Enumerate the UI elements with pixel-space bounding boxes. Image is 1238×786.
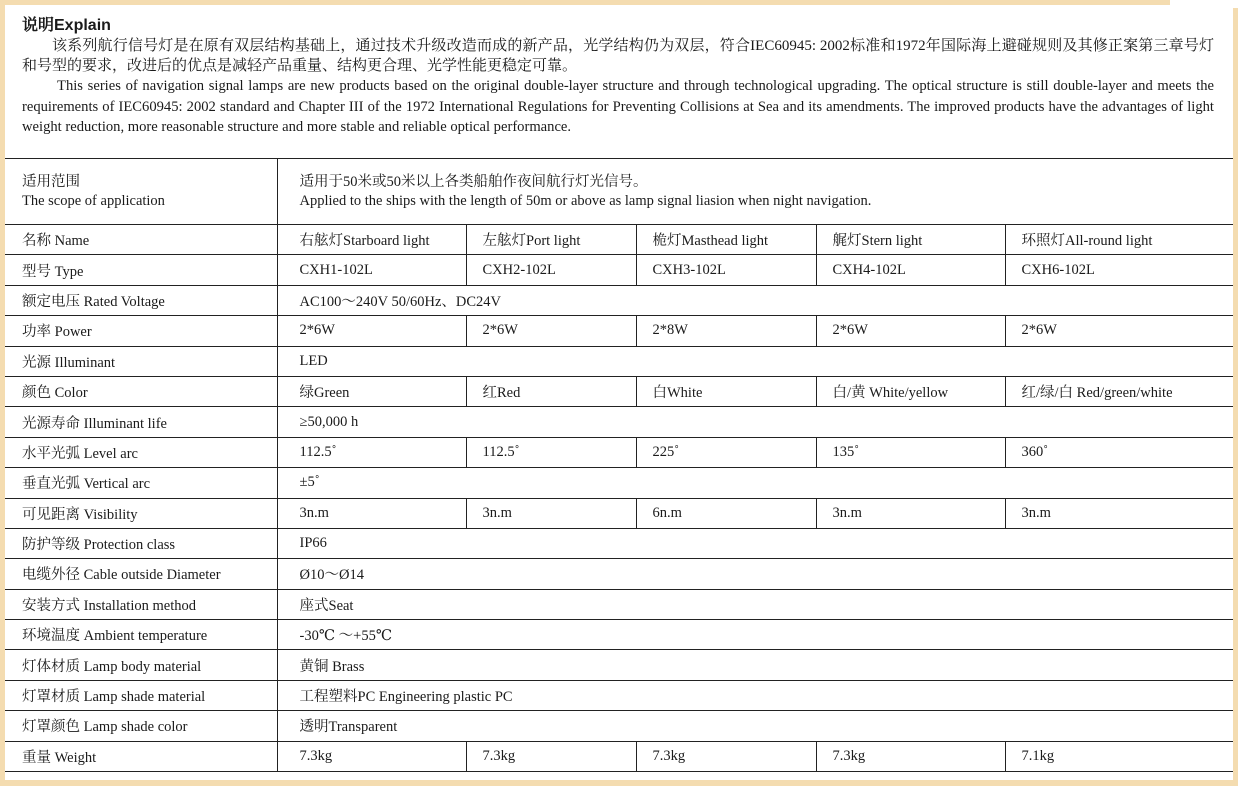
row-value-4: 3n.m [816,498,1005,528]
row-label: 垂直光弧 Vertical arc [5,468,277,498]
row-value-1: 3n.m [277,498,466,528]
row-value: IP66 [277,528,1233,558]
row-label: 光源 Illuminant [5,346,277,376]
row-label: 光源寿命 Illuminant life [5,407,277,437]
table-row [5,346,1233,376]
row-label: 灯罩材质 Lamp shade material [5,680,277,710]
table-row [5,650,1233,680]
row-value-5: CXH6-102L [1005,255,1233,285]
row-value-2: 112.5˚ [466,437,636,467]
table-row [5,255,1233,285]
row-value-1: 7.3kg [277,741,466,771]
row-label: 灯罩颜色 Lamp shade color [5,711,277,741]
table-row [5,589,1233,619]
row-value-2: 2*6W [466,316,636,346]
table-row [5,741,1233,771]
row-value-3: 桅灯Masthead light [636,225,816,255]
scope-label-en: The scope of application [22,192,165,209]
table-row [5,376,1233,406]
explain-paragraph-en: This series of navigation signal lamps are new products based on the original double-layer structure and through technological upgrading. The optical structure is still double-layer and meets the requirements of IEC60945: 2002 standard and Chapter III of the 1972 International Regulations for Preventing Collisions at Sea and its amendments. The improved products have the advantages of light weight reduction, more reasonable structure and more stable and reliable optical performance. [22,78,1214,135]
row-label: 水平光弧 Level arc [5,437,277,467]
row-value: ±5˚ [277,468,1233,498]
table-row [5,680,1233,710]
row-value-4: 白/黄 White/yellow [816,376,1005,406]
row-value-1: 右舷灯Starboard light [277,225,466,255]
row-label: 安装方式 Installation method [5,589,277,619]
row-value-3: 白White [636,376,816,406]
row-value: AC100～240V 50/60Hz、DC24V [277,285,1233,315]
row-value-5: 红/绿/白 Red/green/white [1005,376,1233,406]
row-value-4: CXH4-102L [816,255,1005,285]
table-row [5,407,1233,437]
row-value-4: 7.3kg [816,741,1005,771]
row-value-2: CXH2-102L [466,255,636,285]
table-row [5,285,1233,315]
row-label: 名称 Name [5,225,277,255]
row-label: 颜色 Color [5,376,277,406]
table-row [5,316,1233,346]
row-value-3: 225˚ [636,437,816,467]
table-row [5,528,1233,558]
row-label: 环境温度 Ambient temperature [5,620,277,650]
row-value-4: 2*6W [816,316,1005,346]
row-value-3: 2*8W [636,316,816,346]
row-value-1: 112.5˚ [277,437,466,467]
row-value: -30℃ ～+55℃ [277,620,1233,650]
row-value-2: 7.3kg [466,741,636,771]
row-label: 可见距离 Visibility [5,498,277,528]
row-value: 座式Seat [277,589,1233,619]
row-label: 重量 Weight [5,741,277,771]
scope-value [277,159,1233,225]
row-value-5: 3n.m [1005,498,1233,528]
row-value-1: 绿Green [277,376,466,406]
row-value: 透明Transparent [277,711,1233,741]
table-row [5,498,1233,528]
row-value: Ø10～Ø14 [277,559,1233,589]
row-value: 工程塑料PC Engineering plastic PC [277,680,1233,710]
table-row [5,620,1233,650]
scope-value-en: Applied to the ships with the length of 50m or above as lamp signal liasion when night navigation. [299,192,872,209]
explain-section [22,16,1214,138]
scope-label [5,159,277,225]
table-row [5,468,1233,498]
spec-table [5,158,1233,772]
row-value: LED [277,346,1233,376]
row-label: 灯体材质 Lamp body material [5,650,277,680]
row-label: 电缆外径 Cable outside Diameter [5,559,277,589]
row-label: 额定电压 Rated Voltage [5,285,277,315]
explain-paragraph-cn: 该系列航行信号灯是在原有双层结构基础上，通过技术升级改造而成的新产品，光学结构仍为双层，符合IEC60945: 2002标准和1972年国际海上避碰规则及其修正案第三章号灯和号型的要求，改进后的优点是减轻产品重量、结构更合理、光学性能更稳定可靠。 [22,38,1214,74]
row-value-5: 2*6W [1005,316,1233,346]
row-value-2: 3n.m [466,498,636,528]
row-value-3: CXH3-102L [636,255,816,285]
row-value-2: 左舷灯Port light [466,225,636,255]
table-row [5,225,1233,255]
scope-value-cn: 适用于50米或50米以上各类船舶作夜间航行灯光信号。 [299,173,648,190]
explain-title: 说明Explain [22,17,111,34]
row-value-5: 360˚ [1005,437,1233,467]
row-value-2: 红Red [466,376,636,406]
table-row [5,711,1233,741]
row-label: 防护等级 Protection class [5,528,277,558]
row-value-4: 135˚ [816,437,1005,467]
table-row [5,559,1233,589]
row-value: 黄铜 Brass [277,650,1233,680]
row-value-5: 环照灯All-round light [1005,225,1233,255]
table-row-scope [5,159,1233,225]
row-label: 型号 Type [5,255,277,285]
table-row [5,437,1233,467]
row-value-5: 7.1kg [1005,741,1233,771]
row-value-3: 6n.m [636,498,816,528]
row-value-1: 2*6W [277,316,466,346]
row-value-3: 7.3kg [636,741,816,771]
row-value-4: 艉灯Stern light [816,225,1005,255]
scope-label-cn: 适用范围 [22,173,80,190]
row-label: 功率 Power [5,316,277,346]
row-value-1: CXH1-102L [277,255,466,285]
row-value: ≥50,000 h [277,407,1233,437]
